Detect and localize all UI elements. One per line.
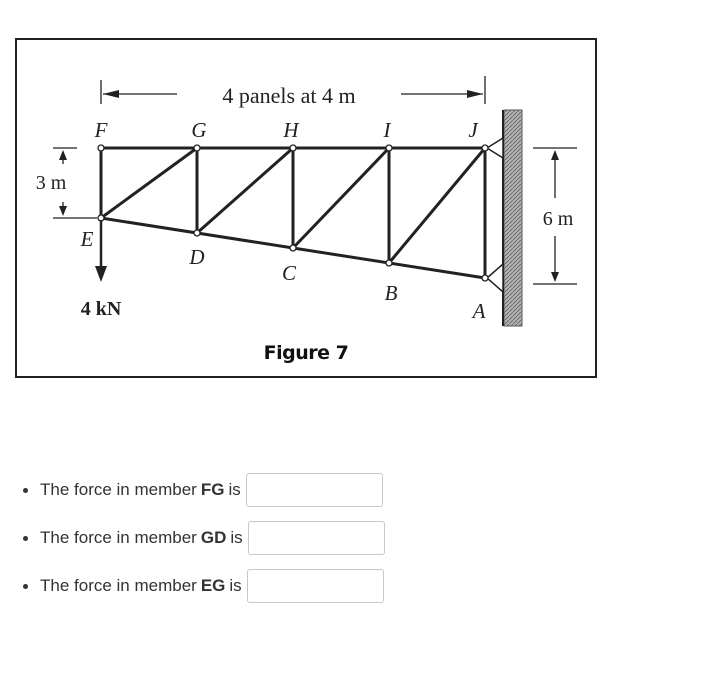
node-label-G: G — [191, 118, 207, 142]
member-EG — [101, 148, 197, 218]
node-label-H: H — [283, 118, 299, 142]
question-item-eg — [22, 562, 385, 610]
node-label-B: B — [384, 281, 398, 305]
question-item-gd — [22, 514, 385, 562]
member-name: EG — [200, 576, 226, 595]
question-list — [22, 466, 385, 610]
left-height-label: 3 m — [35, 172, 67, 194]
member-CI — [293, 148, 389, 248]
question-suffix: is — [228, 480, 241, 499]
bullet-icon — [23, 536, 28, 541]
member-DH — [197, 148, 293, 233]
answer-input-fg[interactable] — [246, 473, 383, 507]
node-label-A: A — [472, 299, 486, 323]
question-suffix: is — [230, 528, 243, 547]
member-BJ — [389, 148, 485, 263]
node-label-E: E — [80, 227, 94, 251]
question-prefix: The force in member — [40, 528, 197, 547]
figure-frame — [15, 38, 597, 378]
truss-diagram — [17, 40, 599, 380]
question-prefix: The force in member — [40, 480, 197, 499]
node-label-D: D — [189, 245, 205, 269]
load-label: 4 kN — [80, 298, 122, 320]
question-item-fg — [22, 466, 385, 514]
question-prefix: The force in member — [40, 576, 197, 595]
node-label-J: J — [468, 118, 478, 142]
answer-input-gd[interactable] — [248, 521, 385, 555]
right-height-label: 6 m — [542, 208, 574, 230]
node-label-F: F — [94, 118, 108, 142]
pin-support-J — [487, 138, 503, 158]
bullet-icon — [23, 584, 28, 589]
figure-caption: Figure 7 — [263, 342, 349, 364]
span-dimension-label: 4 panels at 4 m — [222, 83, 356, 108]
node-label-C: C — [281, 261, 297, 285]
answer-input-eg[interactable] — [247, 569, 384, 603]
pin-support-A — [487, 264, 503, 292]
bullet-icon — [23, 488, 28, 493]
wall-support — [504, 110, 522, 326]
question-suffix: is — [229, 576, 242, 595]
member-name: GD — [200, 528, 227, 547]
member-name: FG — [200, 480, 225, 499]
node-label-I: I — [383, 118, 391, 142]
